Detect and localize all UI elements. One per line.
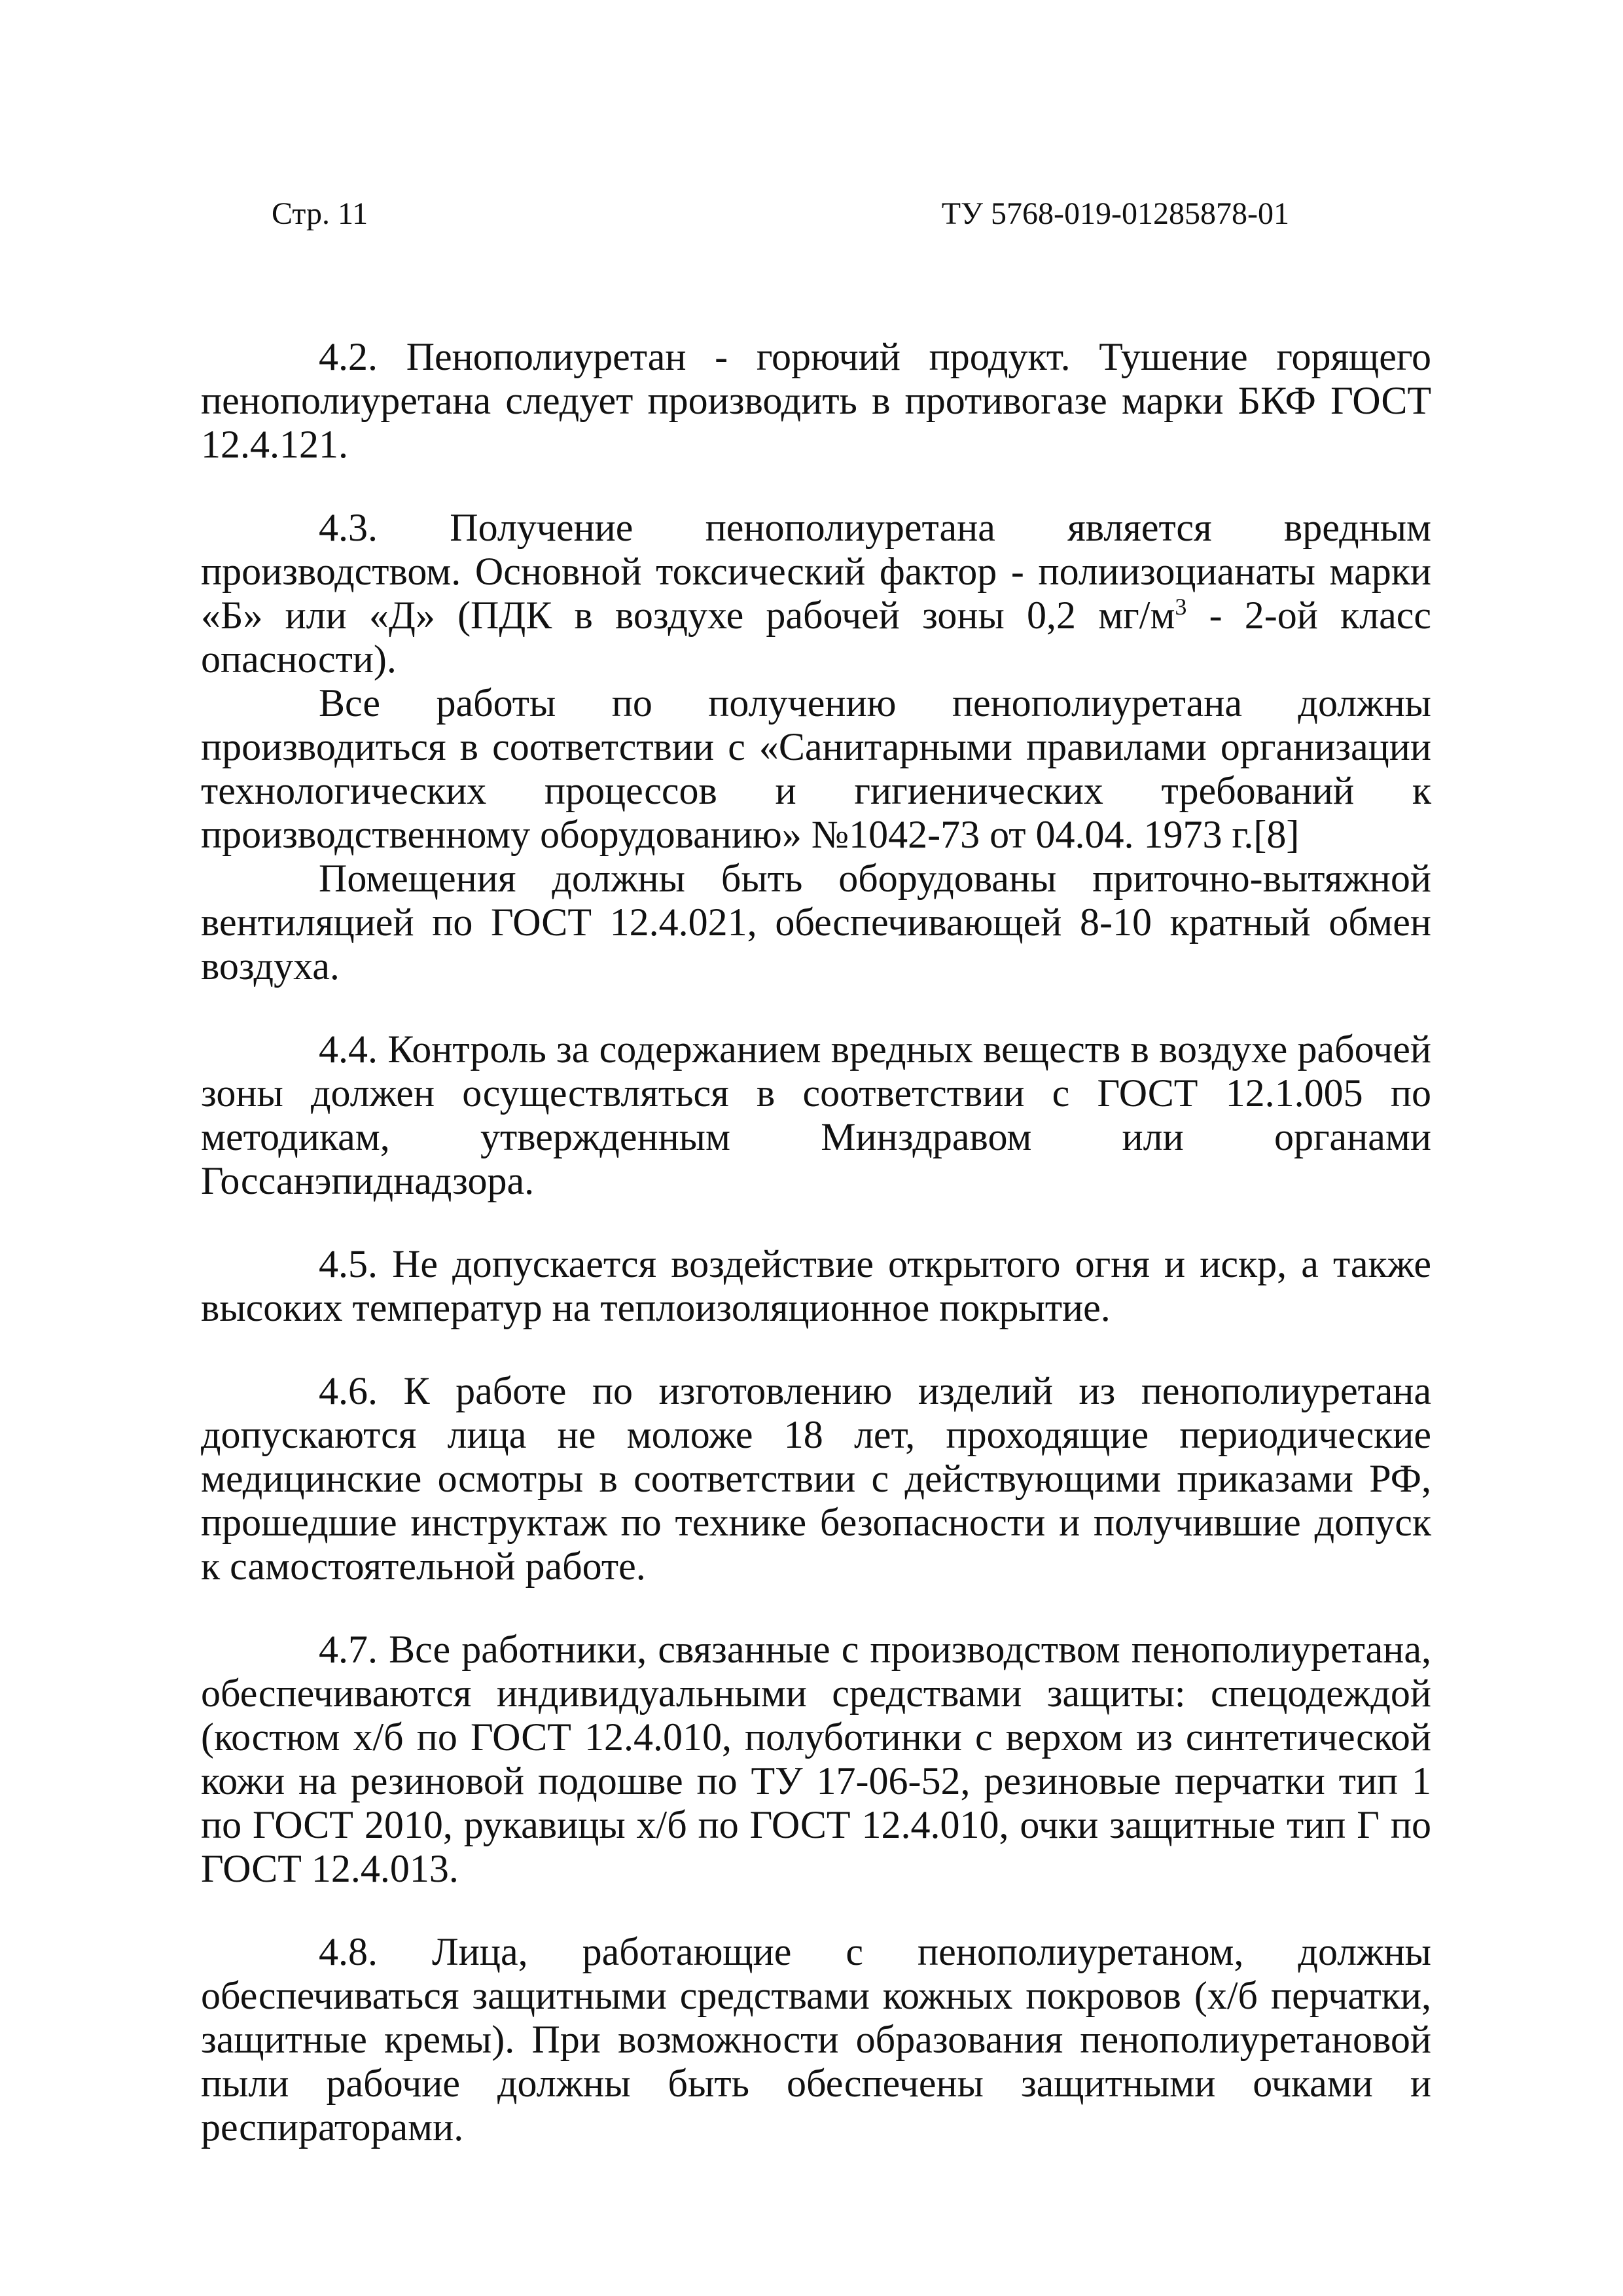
superscript-cubed: 3: [1175, 594, 1187, 620]
document-body: [201, 335, 1431, 2149]
page-number: Стр. 11: [272, 196, 368, 231]
section-4-3-text-end: - 2-ой класс опасности).: [201, 594, 1432, 681]
section-4-5: 4.5. Не допускается воздействие открытого огня и искр, а также высоких температур на теплоизоляционное покрытие.: [201, 1242, 1431, 1329]
section-4-8: 4.8. Лица, работающие с пенополиуретаном, должны обеспечиваться защитными средствами кожных покровов (х/б перчатки, защитные кремы). При возможности образования пенополиуретановой пыли рабочие должны быть обеспечены защитными очками и респираторами.: [201, 1930, 1431, 2149]
section-4-3-text: 4.3. Получение пенополиуретана является вредным производством. Основной токсический фактор - полиизоцианаты марки «Б» или «Д» (ПДК в воздухе рабочей зоны 0,2 мг/м: [201, 506, 1431, 637]
section-4-6: 4.6. К работе по изготовлению изделий из пенополиуретана допускаются лица не моложе 18 лет, проходящие периодические медицинские осмотры в соответствии с действующими приказами РФ, прошедшие инструктаж по технике безопасности и получившие допуск к самостоятельной работе.: [201, 1369, 1431, 1588]
section-4-4: 4.4. Контроль за содержанием вредных веществ в воздухе рабочей зоны должен осуществляться в соответствии с ГОСТ 12.1.005 по методикам, утвержденным Минздравом или органами Госсанэпиднадзора.: [201, 1028, 1431, 1202]
section-4-3-paragraph-3: Помещения должны быть оборудованы приточно-вытяжной вентиляцией по ГОСТ 12.4.021, обеспечивающей 8-10 кратный обмен воздуха.: [201, 857, 1431, 988]
document-code: ТУ 5768-019-01285878-01: [941, 196, 1289, 231]
section-4-3: [201, 506, 1431, 681]
page-header: [272, 191, 1289, 237]
section-4-3-paragraph-2: Все работы по получению пенополиуретана должны производиться в соответствии с «Санитарными правилами организации технологических процессов и гигиенических требований к производственному оборудованию» №1042-73 от 04.04. 1973 г.[8]: [201, 681, 1431, 856]
section-4-2: 4.2. Пенополиуретан - горючий продукт. Тушение горящего пенополиуретана следует производить в противогазе марки БКФ ГОСТ 12.4.121.: [201, 335, 1431, 466]
section-4-7: 4.7. Все работники, связанные с производством пенополиуретана, обеспечиваются индивидуальными средствами защиты: спецодеждой (костюм х/б по ГОСТ 12.4.010, полуботинки с верхом из синтетической кожи на резиновой подошве по ТУ 17-06-52, резиновые перчатки тип 1 по ГОСТ 2010, рукавицы х/б по ГОСТ 12.4.010, очки защитные тип Г по ГОСТ 12.4.013.: [201, 1628, 1431, 1890]
